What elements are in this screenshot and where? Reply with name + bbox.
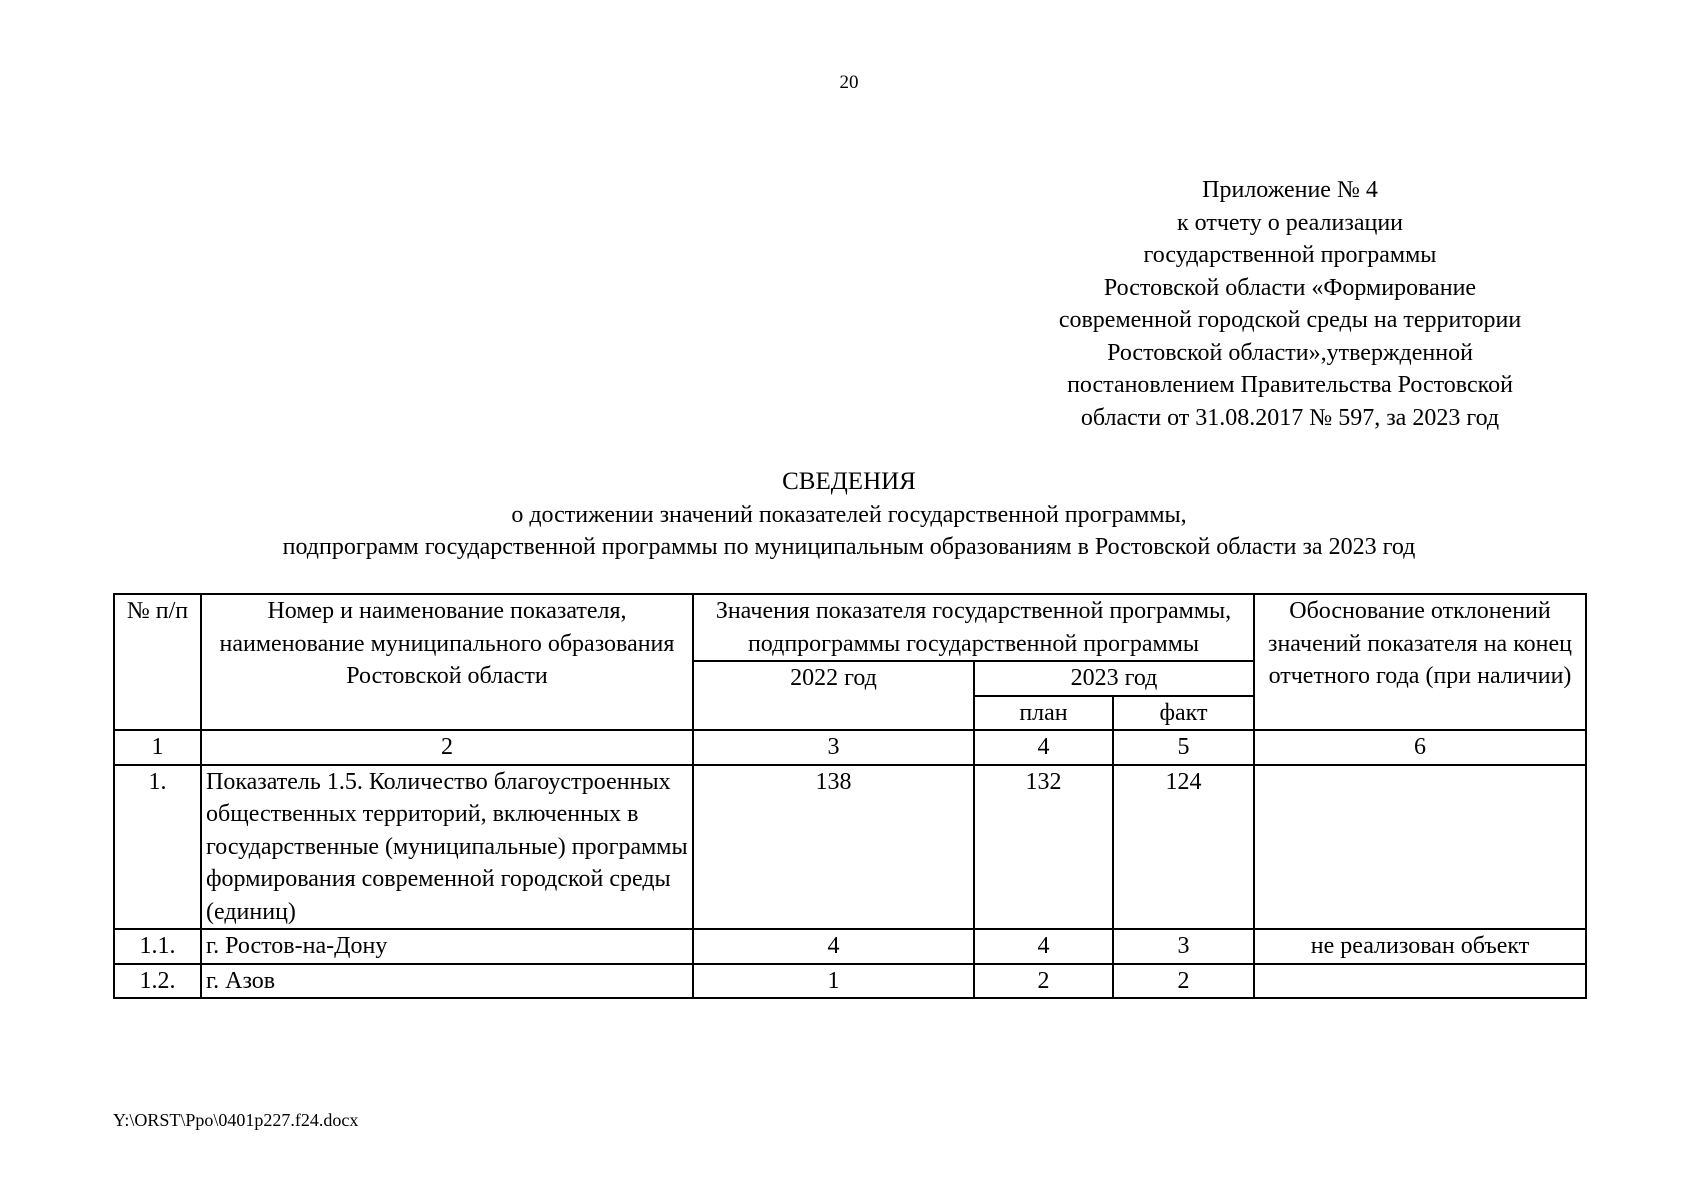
column-number: 3 bbox=[693, 730, 974, 765]
row-value-plan: 4 bbox=[974, 929, 1113, 964]
column-number: 4 bbox=[974, 730, 1113, 765]
heading-line: о достижении значений показателей государственной программы, bbox=[511, 501, 1187, 528]
page-number: 20 bbox=[839, 72, 859, 93]
row-value-2022: 1 bbox=[693, 964, 974, 999]
heading-title: СВЕДЕНИЯ bbox=[782, 468, 916, 495]
row-value-fact: 3 bbox=[1113, 929, 1254, 964]
appendix-line: Ростовской области «Формирование bbox=[1103, 274, 1477, 301]
row-name: г. Азов bbox=[201, 964, 693, 999]
row-number: 1. bbox=[114, 765, 201, 930]
appendix-line: Ростовской области»,утвержденной bbox=[1107, 339, 1473, 366]
header-year-2023: 2023 год bbox=[974, 661, 1254, 696]
header-values-group: Значения показателя государственной программы, подпрограммы государственной программы bbox=[693, 594, 1254, 661]
table-row bbox=[114, 765, 1586, 930]
row-name: г. Ростов-на-Дону bbox=[201, 929, 693, 964]
header-plan: план bbox=[974, 696, 1113, 731]
header-year-2022: 2022 год bbox=[693, 661, 974, 730]
column-number: 5 bbox=[1113, 730, 1254, 765]
table-row bbox=[114, 964, 1586, 999]
header-name: Номер и наименование показателя, наименование муниципального образования Ростовской области bbox=[201, 594, 693, 730]
column-number: 2 bbox=[201, 730, 693, 765]
appendix-line: к отчету о реализации bbox=[1176, 209, 1404, 236]
file-path: Y:\ORST\Ppo\0401p227.f24.docx bbox=[113, 1110, 359, 1130]
appendix-block bbox=[1010, 174, 1570, 434]
appendix-line: современной городской среды на территории bbox=[1058, 307, 1522, 333]
row-note: не реализован объект bbox=[1254, 929, 1586, 964]
appendix-line: государственной программы bbox=[1143, 242, 1437, 268]
row-value-plan: 2 bbox=[974, 964, 1113, 999]
appendix-line: области от 31.08.2017 № 597, за 2023 год bbox=[1080, 404, 1500, 431]
row-note bbox=[1254, 765, 1586, 930]
header-num: № п/п bbox=[114, 594, 201, 730]
document-heading bbox=[0, 466, 1698, 564]
header-justification: Обоснование отклонений значений показателя на конец отчетного года (при наличии) bbox=[1254, 594, 1586, 730]
row-number: 1.1. bbox=[114, 929, 201, 964]
column-number: 6 bbox=[1254, 730, 1586, 765]
appendix-line: Приложение № 4 bbox=[1202, 177, 1378, 203]
indicators-table bbox=[113, 593, 1587, 999]
header-fact: факт bbox=[1113, 696, 1254, 731]
column-number: 1 bbox=[114, 730, 201, 765]
table-row bbox=[114, 929, 1586, 964]
column-numbers-row bbox=[114, 730, 1586, 765]
row-number: 1.2. bbox=[114, 964, 201, 999]
row-value-2022: 4 bbox=[693, 929, 974, 964]
row-value-plan: 132 bbox=[974, 765, 1113, 930]
row-note bbox=[1254, 964, 1586, 999]
appendix-line: постановлением Правительства Ростовской bbox=[1067, 372, 1513, 398]
row-name: Показатель 1.5. Количество благоустроенных общественных территорий, включенных в государственные (муниципальные) программы формирования современной городской среды (единиц) bbox=[201, 765, 693, 930]
heading-line: подпрограмм государственной программы по муниципальным образованиям в Ростовской области за 2023 год bbox=[282, 534, 1416, 560]
row-value-2022: 138 bbox=[693, 765, 974, 930]
row-value-fact: 2 bbox=[1113, 964, 1254, 999]
row-value-fact: 124 bbox=[1113, 765, 1254, 930]
